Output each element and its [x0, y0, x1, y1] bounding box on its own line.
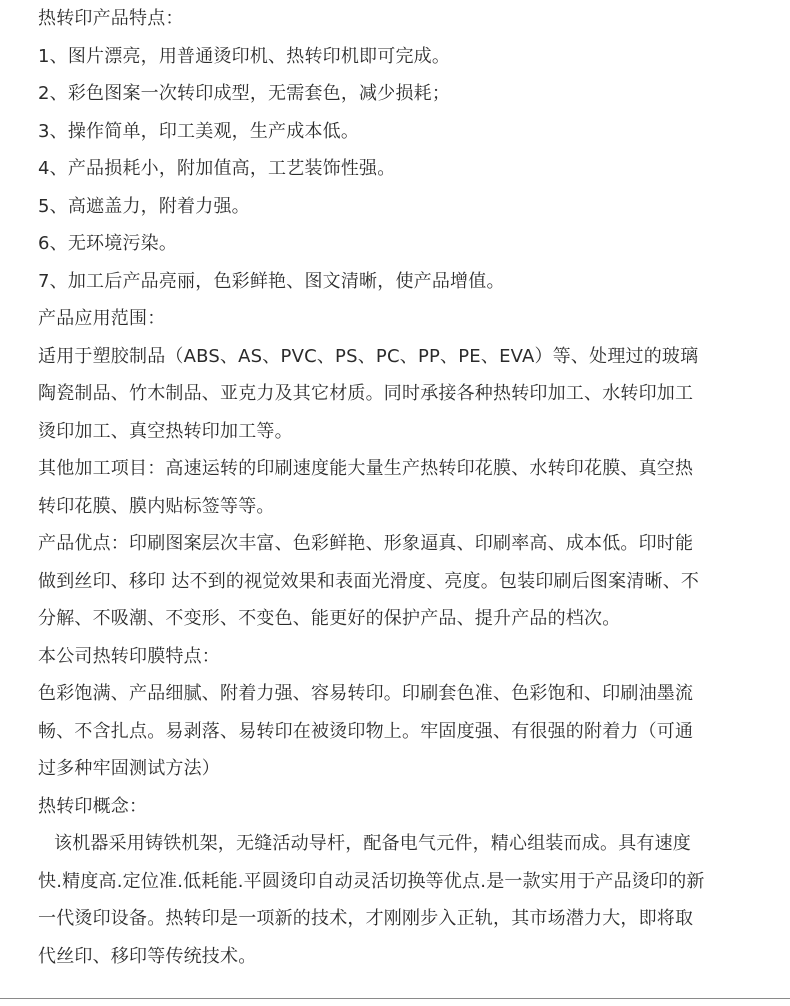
- film-features-line: 过多种牢固测试方法）: [38, 758, 220, 779]
- other-processing-line: 转印花膜、膜内贴标签等等。: [38, 495, 275, 517]
- product-advantages-line: 产品优点：印刷图案层次丰富、色彩鲜艳、形象逼真、印刷率高、成本低。印时能: [38, 533, 694, 554]
- heading-application-range: 产品应用范围：: [38, 308, 166, 329]
- application-text-line: 烫印加工、真空热转印加工等。: [38, 420, 293, 442]
- feature-item-4: 4、产品损耗小，附加值高，工艺装饰性强。: [38, 158, 396, 179]
- feature-item-6: 6、无环境污染。: [38, 233, 178, 254]
- document-body: [38, 0, 762, 975]
- application-text-line: 陶瓷制品、竹木制品、亚克力及其它材质。同时承接各种热转印加工、水转印加工: [38, 383, 694, 404]
- heading-concept: 热转印概念：: [38, 795, 148, 817]
- product-advantages-line: 做到丝印、移印 达不到的视觉效果和表面光滑度、亮度。包装印刷后图案清晰、不: [38, 570, 700, 592]
- concept-paragraph-line: 代丝印、移印等传统技术。: [38, 945, 257, 967]
- product-advantages-line: 分解、不吸潮、不变形、不变色、能更好的保护产品、提升产品的档次。: [38, 608, 621, 629]
- film-features-line: 畅、不含扎点。易剥落、易转印在被烫印物上。牢固度强、有很强的附着力（可通: [38, 720, 694, 742]
- concept-paragraph-line: 快.精度高.定位准.低耗能.平圆烫印自动灵活切换等优点.是一款实用于产品烫印的新: [38, 870, 705, 892]
- bottom-divider: [0, 998, 790, 999]
- concept-paragraph-line: 一代烫印设备。热转印是一项新的技术，才刚刚步入正轨，其市场潜力大，即将取: [38, 908, 694, 929]
- concept-paragraph-line: 该机器采用铸铁机架，无缝活动导杆，配备电气元件，精心组装而成。具有速度: [54, 833, 691, 854]
- application-text-line: 适用于塑胶制品（ABS、AS、PVC、PS、PC、PP、PE、EVA）等、处理过的玻璃: [38, 345, 699, 367]
- feature-item-2: 2、彩色图案一次转印成型，无需套色，减少损耗；: [38, 83, 451, 104]
- film-features-line: 色彩饱满、产品细腻、附着力强、容易转印。印刷套色准、色彩饱和、印刷油墨流: [38, 683, 694, 704]
- other-processing-line: 其他加工项目：高速运转的印刷速度能大量生产热转印花膜、水转印花膜、真空热: [38, 458, 694, 479]
- heading-film-features: 本公司热转印膜特点：: [38, 645, 220, 667]
- feature-item-5: 5、高遮盖力，附着力强。: [38, 195, 250, 217]
- heading-hot-transfer-features: 热转印产品特点：: [38, 8, 184, 29]
- feature-item-1: 1、图片漂亮，用普通烫印机、热转印机即可完成。: [38, 45, 451, 67]
- feature-item-3: 3、操作简单，印工美观，生产成本低。: [38, 120, 360, 142]
- feature-item-7: 7、加工后产品亮丽，色彩鲜艳、图文清晰，使产品增值。: [38, 270, 505, 292]
